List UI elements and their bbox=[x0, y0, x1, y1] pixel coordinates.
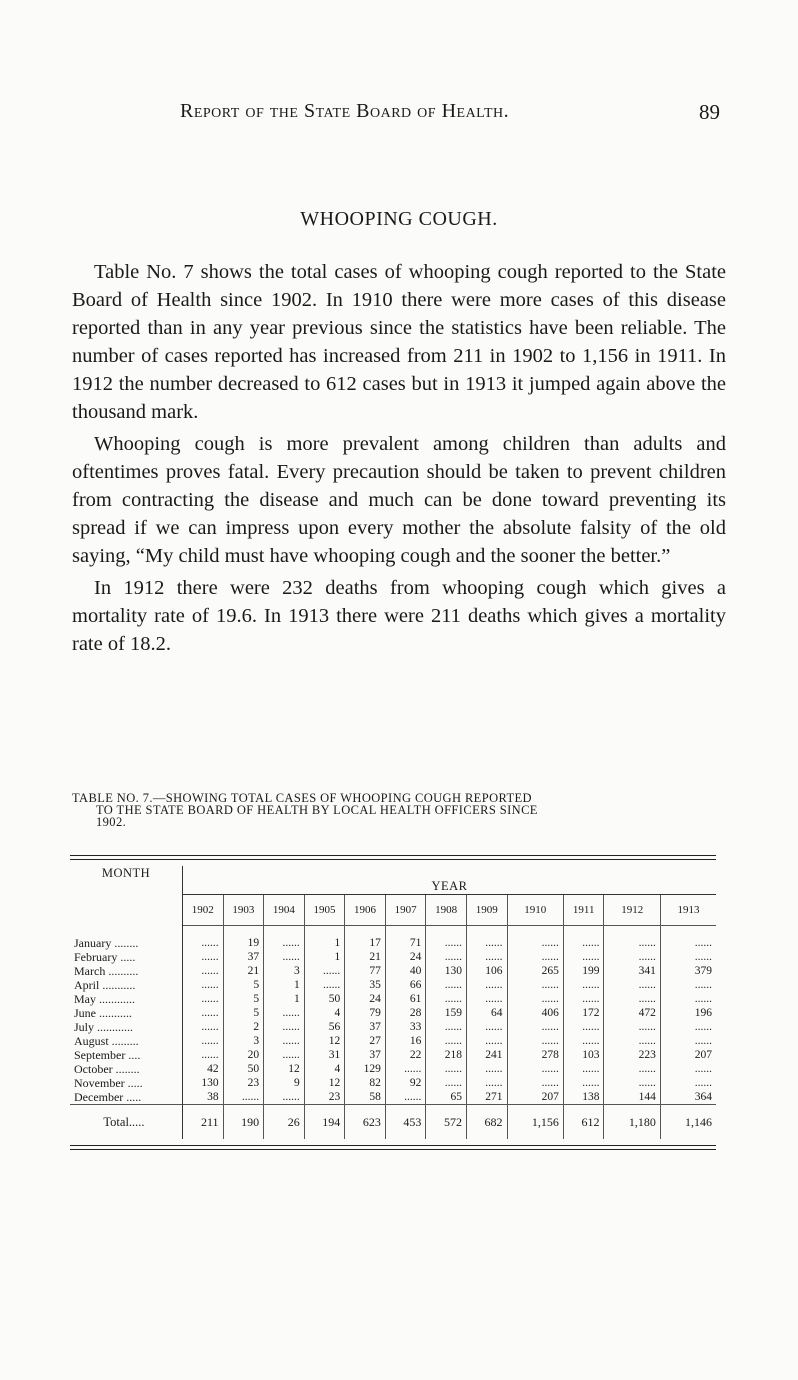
value-cell: 35 bbox=[345, 978, 386, 992]
value-cell: 28 bbox=[385, 1006, 426, 1020]
year-header-1905: 1905 bbox=[304, 895, 345, 926]
value-cell: ...... bbox=[563, 1062, 604, 1076]
total-cell: 682 bbox=[466, 1105, 507, 1140]
value-cell: 21 bbox=[345, 950, 386, 964]
spacer-cell bbox=[385, 926, 426, 937]
value-cell: 50 bbox=[223, 1062, 264, 1076]
month-column-header: MONTH bbox=[70, 866, 183, 926]
value-cell: ...... bbox=[660, 992, 716, 1006]
value-cell: ...... bbox=[604, 936, 660, 950]
value-cell: 31 bbox=[304, 1048, 345, 1062]
value-cell: 23 bbox=[223, 1076, 264, 1090]
year-column-header: YEAR bbox=[183, 866, 717, 895]
year-header-1906: 1906 bbox=[345, 895, 386, 926]
caption-line-3: 1902. bbox=[96, 815, 127, 829]
year-header-1907: 1907 bbox=[385, 895, 426, 926]
value-cell: 9 bbox=[264, 1076, 305, 1090]
month-cell: March .......... bbox=[70, 964, 183, 978]
value-cell: 50 bbox=[304, 992, 345, 1006]
value-cell: ...... bbox=[507, 1062, 563, 1076]
value-cell: ...... bbox=[660, 1076, 716, 1090]
value-cell: 130 bbox=[426, 964, 467, 978]
value-cell: 37 bbox=[345, 1020, 386, 1034]
value-cell: ...... bbox=[563, 992, 604, 1006]
value-cell: ...... bbox=[466, 1076, 507, 1090]
total-label: Total..... bbox=[70, 1105, 183, 1140]
value-cell: 65 bbox=[426, 1090, 467, 1105]
running-head: Report of the State Board of Health. bbox=[180, 100, 510, 122]
value-cell: ...... bbox=[507, 1020, 563, 1034]
value-cell: 33 bbox=[385, 1020, 426, 1034]
value-cell: 5 bbox=[223, 1006, 264, 1020]
spacer-cell bbox=[70, 926, 183, 937]
value-cell: ...... bbox=[604, 978, 660, 992]
value-cell: 82 bbox=[345, 1076, 386, 1090]
value-cell: 12 bbox=[304, 1076, 345, 1090]
value-cell: 3 bbox=[223, 1034, 264, 1048]
value-cell: ...... bbox=[264, 1034, 305, 1048]
value-cell: ...... bbox=[604, 1020, 660, 1034]
year-header-1904: 1904 bbox=[264, 895, 305, 926]
value-cell: ...... bbox=[385, 1062, 426, 1076]
value-cell: ...... bbox=[304, 964, 345, 978]
value-cell: 144 bbox=[604, 1090, 660, 1105]
table-row bbox=[70, 1062, 716, 1076]
value-cell: 38 bbox=[183, 1090, 224, 1105]
value-cell: 66 bbox=[385, 978, 426, 992]
page-header bbox=[0, 100, 798, 130]
spacer-cell bbox=[183, 926, 224, 937]
year-header-1912: 1912 bbox=[604, 895, 660, 926]
value-cell: ...... bbox=[604, 950, 660, 964]
value-cell: ...... bbox=[660, 1062, 716, 1076]
value-cell: 58 bbox=[345, 1090, 386, 1105]
value-cell: 42 bbox=[183, 1062, 224, 1076]
value-cell: 1 bbox=[304, 936, 345, 950]
value-cell: ...... bbox=[660, 978, 716, 992]
value-cell: ...... bbox=[264, 1090, 305, 1105]
value-cell: 5 bbox=[223, 992, 264, 1006]
total-cell: 623 bbox=[345, 1105, 386, 1140]
value-cell: 196 bbox=[660, 1006, 716, 1020]
spacer-cell bbox=[345, 926, 386, 937]
value-cell: 199 bbox=[563, 964, 604, 978]
value-cell: 19 bbox=[223, 936, 264, 950]
value-cell: 40 bbox=[385, 964, 426, 978]
month-cell: January ........ bbox=[70, 936, 183, 950]
value-cell: 106 bbox=[466, 964, 507, 978]
total-cell: 190 bbox=[223, 1105, 264, 1140]
value-cell: 364 bbox=[660, 1090, 716, 1105]
total-cell: 572 bbox=[426, 1105, 467, 1140]
month-cell: April ........... bbox=[70, 978, 183, 992]
spacer-cell bbox=[563, 926, 604, 937]
value-cell: 37 bbox=[345, 1048, 386, 1062]
page-number: 89 bbox=[699, 100, 720, 124]
month-cell: June ........... bbox=[70, 1006, 183, 1020]
year-header-1913: 1913 bbox=[660, 895, 716, 926]
year-header-1902: 1902 bbox=[183, 895, 224, 926]
value-cell: 56 bbox=[304, 1020, 345, 1034]
total-cell: 612 bbox=[563, 1105, 604, 1140]
value-cell: ...... bbox=[604, 1062, 660, 1076]
value-cell: ...... bbox=[183, 1006, 224, 1020]
month-cell: August ......... bbox=[70, 1034, 183, 1048]
value-cell: ...... bbox=[604, 992, 660, 1006]
month-cell: December ..... bbox=[70, 1090, 183, 1105]
value-cell: ...... bbox=[183, 992, 224, 1006]
spacer-cell bbox=[604, 926, 660, 937]
total-cell: 1,180 bbox=[604, 1105, 660, 1140]
spacer-row bbox=[70, 926, 716, 937]
value-cell: 22 bbox=[385, 1048, 426, 1062]
value-cell: ...... bbox=[264, 1048, 305, 1062]
value-cell: ...... bbox=[426, 1020, 467, 1034]
total-cell: 453 bbox=[385, 1105, 426, 1140]
value-cell: 103 bbox=[563, 1048, 604, 1062]
spacer-cell bbox=[223, 926, 264, 937]
value-cell: ...... bbox=[426, 950, 467, 964]
value-cell: ...... bbox=[183, 964, 224, 978]
value-cell: ...... bbox=[426, 1076, 467, 1090]
value-cell: 406 bbox=[507, 1006, 563, 1020]
value-cell: 207 bbox=[507, 1090, 563, 1105]
value-cell: ...... bbox=[466, 950, 507, 964]
bottom-rule-1 bbox=[70, 1145, 716, 1146]
month-cell: February ..... bbox=[70, 950, 183, 964]
value-cell: ...... bbox=[507, 1076, 563, 1090]
month-cell: July ............ bbox=[70, 1020, 183, 1034]
value-cell: 5 bbox=[223, 978, 264, 992]
value-cell: ...... bbox=[264, 936, 305, 950]
table-row bbox=[70, 1076, 716, 1090]
value-cell: 61 bbox=[385, 992, 426, 1006]
value-cell: ...... bbox=[385, 1090, 426, 1105]
value-cell: 71 bbox=[385, 936, 426, 950]
value-cell: 341 bbox=[604, 964, 660, 978]
value-cell: 129 bbox=[345, 1062, 386, 1076]
value-cell: ...... bbox=[426, 936, 467, 950]
table-row bbox=[70, 964, 716, 978]
table-row bbox=[70, 936, 716, 950]
total-cell: 194 bbox=[304, 1105, 345, 1140]
value-cell: ...... bbox=[466, 1062, 507, 1076]
value-cell: ...... bbox=[466, 992, 507, 1006]
value-cell: 472 bbox=[604, 1006, 660, 1020]
body-text bbox=[72, 258, 726, 662]
value-cell: 37 bbox=[223, 950, 264, 964]
value-cell: 3 bbox=[264, 964, 305, 978]
total-row bbox=[70, 1105, 716, 1140]
paragraph-3: In 1912 there were 232 deaths from whooping cough which gives a mortality rate of 19.6. In 1913 there were 211 deaths which gives a mortality rate of 18.2. bbox=[72, 577, 726, 655]
value-cell: 265 bbox=[507, 964, 563, 978]
table-row bbox=[70, 1006, 716, 1020]
year-header-1909: 1909 bbox=[466, 895, 507, 926]
total-cell: 211 bbox=[183, 1105, 224, 1140]
table-body bbox=[70, 926, 716, 1140]
value-cell: 24 bbox=[345, 992, 386, 1006]
value-cell: 379 bbox=[660, 964, 716, 978]
value-cell: ...... bbox=[466, 936, 507, 950]
table-row bbox=[70, 992, 716, 1006]
value-cell: 278 bbox=[507, 1048, 563, 1062]
month-cell: September .... bbox=[70, 1048, 183, 1062]
total-cell: 1,156 bbox=[507, 1105, 563, 1140]
spacer-cell bbox=[304, 926, 345, 937]
section-title: WHOOPING COUGH. bbox=[300, 208, 498, 230]
value-cell: ...... bbox=[466, 1020, 507, 1034]
value-cell: ...... bbox=[563, 936, 604, 950]
value-cell: 1 bbox=[304, 950, 345, 964]
value-cell: 21 bbox=[223, 964, 264, 978]
caption-line-1: TABLE NO. 7.—SHOWING TOTAL CASES OF WHOOPING COUGH REPORTED bbox=[72, 791, 532, 805]
year-header-1908: 1908 bbox=[426, 895, 467, 926]
value-cell: 159 bbox=[426, 1006, 467, 1020]
bottom-rule-2 bbox=[70, 1149, 716, 1150]
value-cell: ...... bbox=[660, 936, 716, 950]
paragraph-2: Whooping cough is more prevalent among children than adults and oftentimes proves fatal. Every precaution should be taken to prevent children from contracting the disease and much can be done toward preventing its spread if we can impress upon every mother the absolute falsity of the old saying, “My child must have whooping cough and the sooner the better.” bbox=[72, 433, 726, 567]
top-rule-2 bbox=[70, 859, 716, 860]
value-cell: ...... bbox=[507, 950, 563, 964]
value-cell: ...... bbox=[426, 1062, 467, 1076]
value-cell: ...... bbox=[304, 978, 345, 992]
month-cell: November ..... bbox=[70, 1076, 183, 1090]
cases-table bbox=[70, 866, 716, 1139]
value-cell: 271 bbox=[466, 1090, 507, 1105]
value-cell: 4 bbox=[304, 1062, 345, 1076]
value-cell: 241 bbox=[466, 1048, 507, 1062]
value-cell: ...... bbox=[660, 950, 716, 964]
value-cell: 138 bbox=[563, 1090, 604, 1105]
value-cell: 77 bbox=[345, 964, 386, 978]
value-cell: ...... bbox=[264, 950, 305, 964]
spacer-cell bbox=[466, 926, 507, 937]
value-cell: 92 bbox=[385, 1076, 426, 1090]
value-cell: 27 bbox=[345, 1034, 386, 1048]
value-cell: ...... bbox=[563, 1076, 604, 1090]
value-cell: ...... bbox=[660, 1020, 716, 1034]
value-cell: 207 bbox=[660, 1048, 716, 1062]
caption-line-2: TO THE STATE BOARD OF HEALTH BY LOCAL HEALTH OFFICERS SINCE bbox=[96, 803, 538, 817]
total-cell: 1,146 bbox=[660, 1105, 716, 1140]
value-cell: 20 bbox=[223, 1048, 264, 1062]
value-cell: 2 bbox=[223, 1020, 264, 1034]
table-row bbox=[70, 950, 716, 964]
year-header-1911: 1911 bbox=[563, 895, 604, 926]
value-cell: 130 bbox=[183, 1076, 224, 1090]
value-cell: 23 bbox=[304, 1090, 345, 1105]
value-cell: ...... bbox=[604, 1076, 660, 1090]
value-cell: 24 bbox=[385, 950, 426, 964]
value-cell: ...... bbox=[507, 978, 563, 992]
value-cell: ...... bbox=[604, 1034, 660, 1048]
spacer-cell bbox=[507, 926, 563, 937]
value-cell: ...... bbox=[466, 978, 507, 992]
value-cell: 64 bbox=[466, 1006, 507, 1020]
value-cell: ...... bbox=[426, 992, 467, 1006]
value-cell: ...... bbox=[563, 1034, 604, 1048]
value-cell: 12 bbox=[264, 1062, 305, 1076]
paragraph-1: Table No. 7 shows the total cases of whooping cough reported to the State Board of Health since 1902. In 1910 there were more cases of this disease reported than in any year previous since the statistics have been reliable. The number of cases reported has increased from 211 in 1902 to 1,156 in 1911. In 1912 the number decreased to 612 cases but in 1913 it jumped again above the thousand mark. bbox=[72, 261, 726, 423]
value-cell: 1 bbox=[264, 978, 305, 992]
value-cell: ...... bbox=[183, 936, 224, 950]
value-cell: ...... bbox=[466, 1034, 507, 1048]
value-cell: ...... bbox=[563, 1020, 604, 1034]
value-cell: ...... bbox=[183, 950, 224, 964]
table-caption bbox=[72, 792, 726, 828]
value-cell: ...... bbox=[264, 1020, 305, 1034]
value-cell: ...... bbox=[264, 1006, 305, 1020]
value-cell: ...... bbox=[563, 950, 604, 964]
value-cell: ...... bbox=[183, 978, 224, 992]
value-cell: ...... bbox=[183, 1048, 224, 1062]
month-cell: October ........ bbox=[70, 1062, 183, 1076]
total-cell: 26 bbox=[264, 1105, 305, 1140]
value-cell: 17 bbox=[345, 936, 386, 950]
value-cell: 218 bbox=[426, 1048, 467, 1062]
value-cell: ...... bbox=[507, 992, 563, 1006]
year-header-1903: 1903 bbox=[223, 895, 264, 926]
value-cell: ...... bbox=[507, 1034, 563, 1048]
value-cell: ...... bbox=[183, 1020, 224, 1034]
value-cell: 1 bbox=[264, 992, 305, 1006]
spacer-cell bbox=[264, 926, 305, 937]
value-cell: 79 bbox=[345, 1006, 386, 1020]
value-cell: 12 bbox=[304, 1034, 345, 1048]
year-header-1910: 1910 bbox=[507, 895, 563, 926]
table-row bbox=[70, 1090, 716, 1105]
value-cell: ...... bbox=[183, 1034, 224, 1048]
value-cell: ...... bbox=[563, 978, 604, 992]
value-cell: ...... bbox=[223, 1090, 264, 1105]
table-row bbox=[70, 1020, 716, 1034]
spacer-cell bbox=[660, 926, 716, 937]
value-cell: ...... bbox=[426, 1034, 467, 1048]
value-cell: ...... bbox=[426, 978, 467, 992]
month-cell: May ............ bbox=[70, 992, 183, 1006]
value-cell: ...... bbox=[507, 936, 563, 950]
table-row bbox=[70, 1034, 716, 1048]
value-cell: ...... bbox=[660, 1034, 716, 1048]
value-cell: 16 bbox=[385, 1034, 426, 1048]
spacer-cell bbox=[426, 926, 467, 937]
table-row bbox=[70, 1048, 716, 1062]
value-cell: 172 bbox=[563, 1006, 604, 1020]
table-row bbox=[70, 978, 716, 992]
top-rule-1 bbox=[70, 855, 716, 856]
value-cell: 223 bbox=[604, 1048, 660, 1062]
value-cell: 4 bbox=[304, 1006, 345, 1020]
